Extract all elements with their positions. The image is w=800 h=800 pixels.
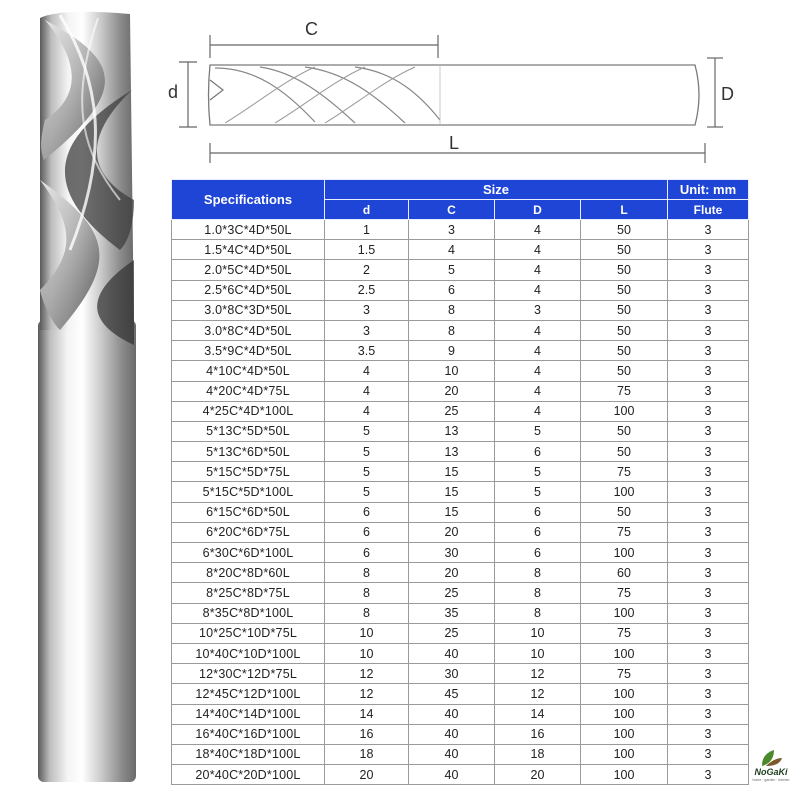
cell-d: 4 xyxy=(325,361,409,381)
cell-d: 12 xyxy=(325,664,409,684)
dimension-diagram xyxy=(165,10,765,170)
header-big-d: D xyxy=(495,200,581,220)
cell-c: 4 xyxy=(409,240,495,260)
cell-big-d: 4 xyxy=(495,341,581,361)
cell-d: 4 xyxy=(325,381,409,401)
cell-big-d: 12 xyxy=(495,684,581,704)
cell-c: 5 xyxy=(409,260,495,280)
cell-spec: 12*30C*12D*75L xyxy=(172,664,325,684)
cell-d: 4 xyxy=(325,401,409,421)
cell-big-d: 10 xyxy=(495,643,581,663)
table-row xyxy=(172,583,749,603)
cell-l: 100 xyxy=(581,724,668,744)
cell-spec: 20*40C*20D*100L xyxy=(172,765,325,785)
cell-c: 20 xyxy=(409,563,495,583)
cell-flute: 3 xyxy=(668,704,749,724)
table-row xyxy=(172,684,749,704)
cell-l: 100 xyxy=(581,603,668,623)
cell-spec: 6*20C*6D*75L xyxy=(172,522,325,542)
cell-c: 35 xyxy=(409,603,495,623)
table-row xyxy=(172,482,749,502)
cell-d: 18 xyxy=(325,744,409,764)
cell-c: 30 xyxy=(409,543,495,563)
table-row xyxy=(172,341,749,361)
cell-l: 60 xyxy=(581,563,668,583)
cell-d: 5 xyxy=(325,442,409,462)
cell-c: 15 xyxy=(409,502,495,522)
cell-spec: 8*35C*8D*100L xyxy=(172,603,325,623)
cell-big-d: 4 xyxy=(495,361,581,381)
cell-spec: 4*25C*4D*100L xyxy=(172,401,325,421)
specification-table xyxy=(171,179,749,785)
cell-flute: 3 xyxy=(668,482,749,502)
cell-d: 6 xyxy=(325,522,409,542)
cell-l: 100 xyxy=(581,744,668,764)
table-row xyxy=(172,724,749,744)
small-d-label: d xyxy=(168,82,179,102)
cell-spec: 8*20C*8D*60L xyxy=(172,563,325,583)
cell-d: 6 xyxy=(325,543,409,563)
cell-spec: 3.0*8C*4D*50L xyxy=(172,320,325,340)
cell-big-d: 6 xyxy=(495,502,581,522)
cell-c: 8 xyxy=(409,300,495,320)
cell-big-d: 18 xyxy=(495,744,581,764)
cell-l: 50 xyxy=(581,361,668,381)
cell-big-d: 4 xyxy=(495,320,581,340)
table-row xyxy=(172,381,749,401)
cell-spec: 18*40C*18D*100L xyxy=(172,744,325,764)
cell-d: 5 xyxy=(325,421,409,441)
cell-c: 30 xyxy=(409,664,495,684)
table-row xyxy=(172,260,749,280)
cell-flute: 3 xyxy=(668,280,749,300)
cell-flute: 3 xyxy=(668,260,749,280)
cell-d: 12 xyxy=(325,684,409,704)
cell-flute: 3 xyxy=(668,724,749,744)
cell-spec: 3.5*9C*4D*50L xyxy=(172,341,325,361)
cell-l: 100 xyxy=(581,765,668,785)
cell-spec: 10*25C*10D*75L xyxy=(172,623,325,643)
cell-d: 10 xyxy=(325,623,409,643)
table-row xyxy=(172,462,749,482)
cell-flute: 3 xyxy=(668,623,749,643)
cell-c: 40 xyxy=(409,744,495,764)
cell-l: 50 xyxy=(581,341,668,361)
cell-big-d: 8 xyxy=(495,603,581,623)
cell-flute: 3 xyxy=(668,421,749,441)
large-d-label: D xyxy=(721,84,734,104)
cell-flute: 3 xyxy=(668,240,749,260)
cell-spec: 5*15C*5D*75L xyxy=(172,462,325,482)
cell-spec: 1.5*4C*4D*50L xyxy=(172,240,325,260)
cell-d: 8 xyxy=(325,603,409,623)
cell-l: 75 xyxy=(581,381,668,401)
cell-big-d: 12 xyxy=(495,664,581,684)
header-d: d xyxy=(325,200,409,220)
cell-d: 20 xyxy=(325,765,409,785)
cell-flute: 3 xyxy=(668,220,749,240)
cell-big-d: 5 xyxy=(495,482,581,502)
cell-flute: 3 xyxy=(668,341,749,361)
cell-l: 100 xyxy=(581,482,668,502)
table-row xyxy=(172,442,749,462)
cell-spec: 12*45C*12D*100L xyxy=(172,684,325,704)
cell-c: 15 xyxy=(409,462,495,482)
cell-d: 16 xyxy=(325,724,409,744)
cell-d: 3 xyxy=(325,300,409,320)
cell-spec: 6*30C*6D*100L xyxy=(172,543,325,563)
cell-flute: 3 xyxy=(668,643,749,663)
cell-big-d: 16 xyxy=(495,724,581,744)
cell-d: 3 xyxy=(325,320,409,340)
cell-spec: 6*15C*6D*50L xyxy=(172,502,325,522)
cell-big-d: 3 xyxy=(495,300,581,320)
table-row xyxy=(172,603,749,623)
cell-l: 100 xyxy=(581,643,668,663)
cell-d: 6 xyxy=(325,502,409,522)
cell-c: 25 xyxy=(409,401,495,421)
cell-c: 40 xyxy=(409,704,495,724)
cell-c: 20 xyxy=(409,522,495,542)
cell-l: 100 xyxy=(581,543,668,563)
table-row xyxy=(172,361,749,381)
cell-spec: 10*40C*10D*100L xyxy=(172,643,325,663)
cell-c: 6 xyxy=(409,280,495,300)
table-row xyxy=(172,765,749,785)
table-row xyxy=(172,421,749,441)
cell-flute: 3 xyxy=(668,522,749,542)
cell-c: 40 xyxy=(409,765,495,785)
cell-flute: 3 xyxy=(668,684,749,704)
table-row xyxy=(172,280,749,300)
cell-spec: 5*15C*5D*100L xyxy=(172,482,325,502)
cell-d: 3.5 xyxy=(325,341,409,361)
cell-l: 50 xyxy=(581,502,668,522)
table-row xyxy=(172,543,749,563)
cell-l: 50 xyxy=(581,220,668,240)
cell-flute: 3 xyxy=(668,563,749,583)
cell-l: 75 xyxy=(581,664,668,684)
cell-flute: 3 xyxy=(668,502,749,522)
cell-big-d: 6 xyxy=(495,442,581,462)
cell-spec: 8*25C*8D*75L xyxy=(172,583,325,603)
cell-c: 15 xyxy=(409,482,495,502)
header-unit: Unit: mm xyxy=(668,180,749,200)
cell-flute: 3 xyxy=(668,664,749,684)
table-row xyxy=(172,744,749,764)
cell-l: 50 xyxy=(581,280,668,300)
cell-c: 13 xyxy=(409,442,495,462)
table-row xyxy=(172,563,749,583)
leaf-icon xyxy=(744,748,798,768)
cell-l: 50 xyxy=(581,240,668,260)
cell-big-d: 14 xyxy=(495,704,581,724)
cell-big-d: 6 xyxy=(495,543,581,563)
cell-c: 25 xyxy=(409,623,495,643)
cell-d: 1.5 xyxy=(325,240,409,260)
header-size: Size xyxy=(325,180,668,200)
cell-d: 1 xyxy=(325,220,409,240)
cell-flute: 3 xyxy=(668,300,749,320)
end-mill-outline xyxy=(209,65,700,125)
cell-l: 75 xyxy=(581,623,668,643)
cell-l: 75 xyxy=(581,583,668,603)
cell-c: 25 xyxy=(409,583,495,603)
cell-c: 3 xyxy=(409,220,495,240)
l-label: L xyxy=(449,133,460,153)
cell-big-d: 8 xyxy=(495,583,581,603)
cell-d: 14 xyxy=(325,704,409,724)
cell-flute: 3 xyxy=(668,442,749,462)
table-row xyxy=(172,240,749,260)
cell-big-d: 4 xyxy=(495,381,581,401)
cell-big-d: 4 xyxy=(495,280,581,300)
cell-d: 5 xyxy=(325,482,409,502)
cell-l: 50 xyxy=(581,260,668,280)
cell-big-d: 5 xyxy=(495,421,581,441)
cell-spec: 16*40C*16D*100L xyxy=(172,724,325,744)
cell-big-d: 4 xyxy=(495,401,581,421)
cell-c: 40 xyxy=(409,724,495,744)
cell-big-d: 6 xyxy=(495,522,581,542)
table-row xyxy=(172,704,749,724)
cell-d: 2 xyxy=(325,260,409,280)
cell-big-d: 5 xyxy=(495,462,581,482)
cell-flute: 3 xyxy=(668,744,749,764)
cell-spec: 5*13C*6D*50L xyxy=(172,442,325,462)
table-row xyxy=(172,300,749,320)
table-row xyxy=(172,220,749,240)
cell-c: 8 xyxy=(409,320,495,340)
cell-d: 2.5 xyxy=(325,280,409,300)
cell-flute: 3 xyxy=(668,462,749,482)
cell-spec: 2.0*5C*4D*50L xyxy=(172,260,325,280)
cell-big-d: 8 xyxy=(495,563,581,583)
cell-spec: 14*40C*14D*100L xyxy=(172,704,325,724)
cell-l: 50 xyxy=(581,421,668,441)
c-label: C xyxy=(305,19,318,39)
cell-spec: 5*13C*5D*50L xyxy=(172,421,325,441)
cell-c: 40 xyxy=(409,643,495,663)
table-row xyxy=(172,401,749,421)
cell-big-d: 4 xyxy=(495,240,581,260)
header-specifications: Specifications xyxy=(172,180,325,220)
cell-flute: 3 xyxy=(668,401,749,421)
cell-flute: 3 xyxy=(668,361,749,381)
table-row xyxy=(172,522,749,542)
cell-c: 45 xyxy=(409,684,495,704)
cell-big-d: 10 xyxy=(495,623,581,643)
cell-spec: 1.0*3C*4D*50L xyxy=(172,220,325,240)
brand-name: NoGaKi xyxy=(754,767,788,777)
cell-l: 75 xyxy=(581,462,668,482)
cell-flute: 3 xyxy=(668,583,749,603)
cell-big-d: 4 xyxy=(495,220,581,240)
header-flute: Flute xyxy=(668,200,749,220)
brand-logo xyxy=(744,748,798,788)
cell-l: 100 xyxy=(581,401,668,421)
table-body xyxy=(172,220,749,785)
table-row xyxy=(172,502,749,522)
cell-spec: 4*20C*4D*75L xyxy=(172,381,325,401)
header-c: C xyxy=(409,200,495,220)
cell-l: 100 xyxy=(581,684,668,704)
cell-l: 100 xyxy=(581,704,668,724)
table-row xyxy=(172,320,749,340)
cell-flute: 3 xyxy=(668,603,749,623)
cell-big-d: 4 xyxy=(495,260,581,280)
cell-d: 10 xyxy=(325,643,409,663)
table-row xyxy=(172,643,749,663)
header-l: L xyxy=(581,200,668,220)
end-mill-photo xyxy=(0,0,170,800)
brand-tagline: home · garden · kitchen xyxy=(752,778,790,782)
cell-l: 50 xyxy=(581,442,668,462)
cell-flute: 3 xyxy=(668,765,749,785)
cell-c: 20 xyxy=(409,381,495,401)
cell-d: 5 xyxy=(325,462,409,482)
cell-spec: 2.5*6C*4D*50L xyxy=(172,280,325,300)
cell-c: 9 xyxy=(409,341,495,361)
cell-l: 50 xyxy=(581,300,668,320)
cell-flute: 3 xyxy=(668,320,749,340)
cell-d: 8 xyxy=(325,583,409,603)
cell-l: 50 xyxy=(581,320,668,340)
cell-c: 10 xyxy=(409,361,495,381)
cell-big-d: 20 xyxy=(495,765,581,785)
cell-flute: 3 xyxy=(668,543,749,563)
cell-l: 75 xyxy=(581,522,668,542)
table-row xyxy=(172,623,749,643)
table-row xyxy=(172,664,749,684)
cell-spec: 4*10C*4D*50L xyxy=(172,361,325,381)
cell-flute: 3 xyxy=(668,381,749,401)
cell-c: 13 xyxy=(409,421,495,441)
cell-spec: 3.0*8C*3D*50L xyxy=(172,300,325,320)
cell-d: 8 xyxy=(325,563,409,583)
